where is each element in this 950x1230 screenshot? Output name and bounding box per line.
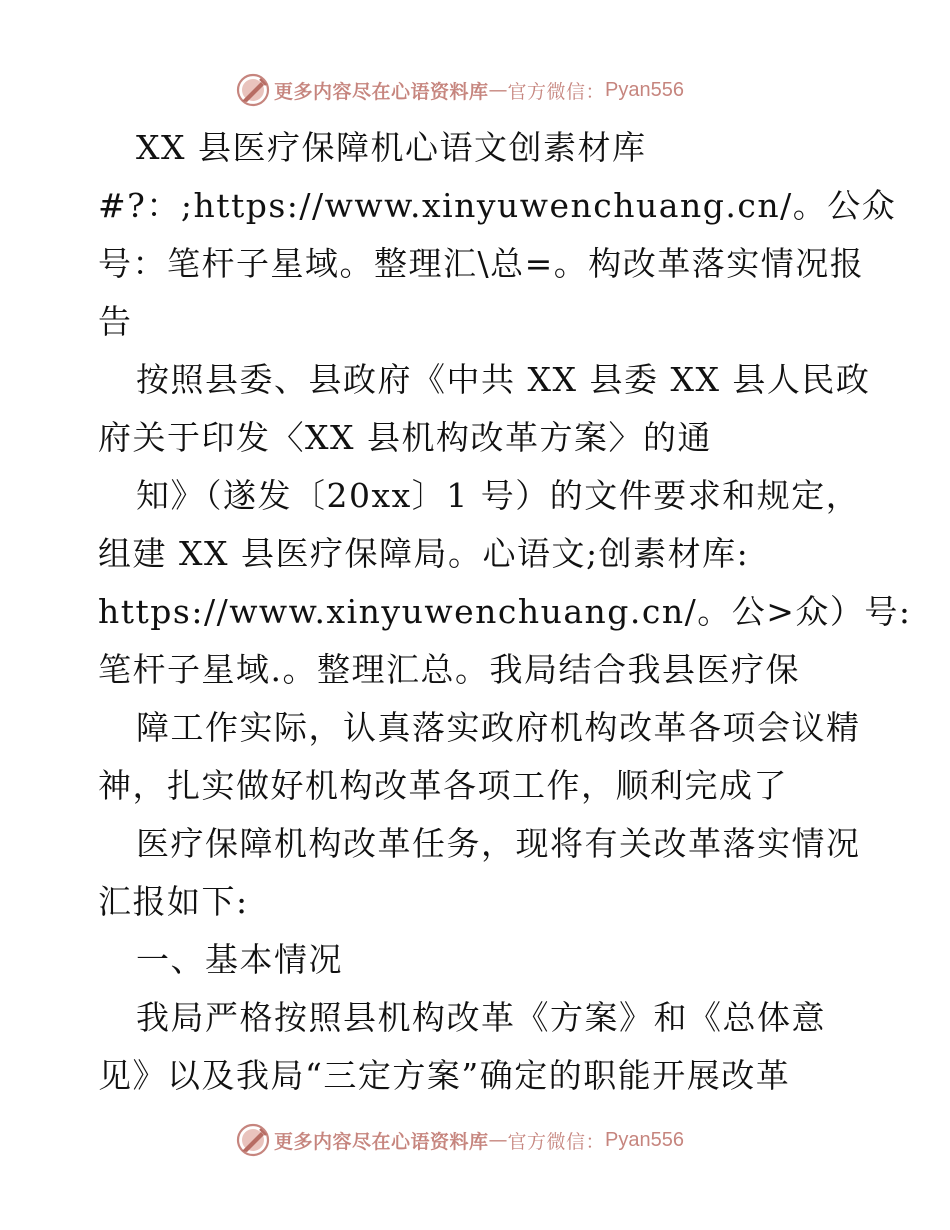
text-line: 神，扎实做好机构改革各项工作，顺利完成了 <box>98 766 788 805</box>
text-line: 按照县委、县政府《中共 XX 县委 XX 县人民政 <box>136 360 871 399</box>
banner-wechat-id: Pyan556 <box>605 1128 684 1151</box>
text-line: 医疗保障机构改革任务，现将有关改革落实情况 <box>136 824 861 863</box>
banner-wechat-label: 官方微信： <box>507 1130 606 1153</box>
quill-pen-logo-icon <box>236 73 270 107</box>
banner-main-text: 更多内容尽在心语资料库 <box>274 1130 489 1153</box>
quill-pen-logo-icon <box>236 1123 270 1157</box>
text-line: 我局严格按照县机构改革《方案》和《总体意 <box>136 998 826 1037</box>
banner-wechat-id: Pyan556 <box>605 78 684 101</box>
text-line: 告 <box>98 302 133 341</box>
text-line: #?：;https://www.xinyuwenchuang.cn/。公众 <box>98 186 897 225</box>
text-line: 汇报如下: <box>98 882 249 921</box>
banner-separator: — <box>488 1129 508 1151</box>
text-line: 见》以及我局“三定方案”确定的职能开展改革 <box>98 1056 791 1095</box>
section-heading: 一、基本情况 <box>136 940 343 979</box>
footer-banner <box>236 1122 684 1158</box>
text-line: 知》（遂发〔20xx〕1 号）的文件要求和规定， <box>136 476 861 515</box>
text-line: 组建 XX 县医疗保障局。心语文;创素材库: <box>98 534 750 573</box>
header-banner <box>236 72 684 108</box>
banner-main-text: 更多内容尽在心语资料库 <box>274 80 489 103</box>
text-line: 府关于印发〈XX 县机构改革方案〉的通 <box>98 418 712 457</box>
banner-wechat-label: 官方微信： <box>507 80 606 103</box>
banner-separator: — <box>488 79 508 101</box>
text-line: 号：笔杆子星域。整理汇\总=。构改革落实情况报 <box>98 244 865 283</box>
text-line: 笔杆子星域.。整理汇总。我局结合我县医疗保 <box>98 650 800 689</box>
text-line: 障工作实际，认真落实政府机构改革各项会议精 <box>136 708 861 747</box>
text-line: https://www.xinyuwenchuang.cn/。公>众）号: <box>98 592 912 631</box>
document-title-line: XX 县医疗保障机心语文创素材库 <box>136 128 647 167</box>
